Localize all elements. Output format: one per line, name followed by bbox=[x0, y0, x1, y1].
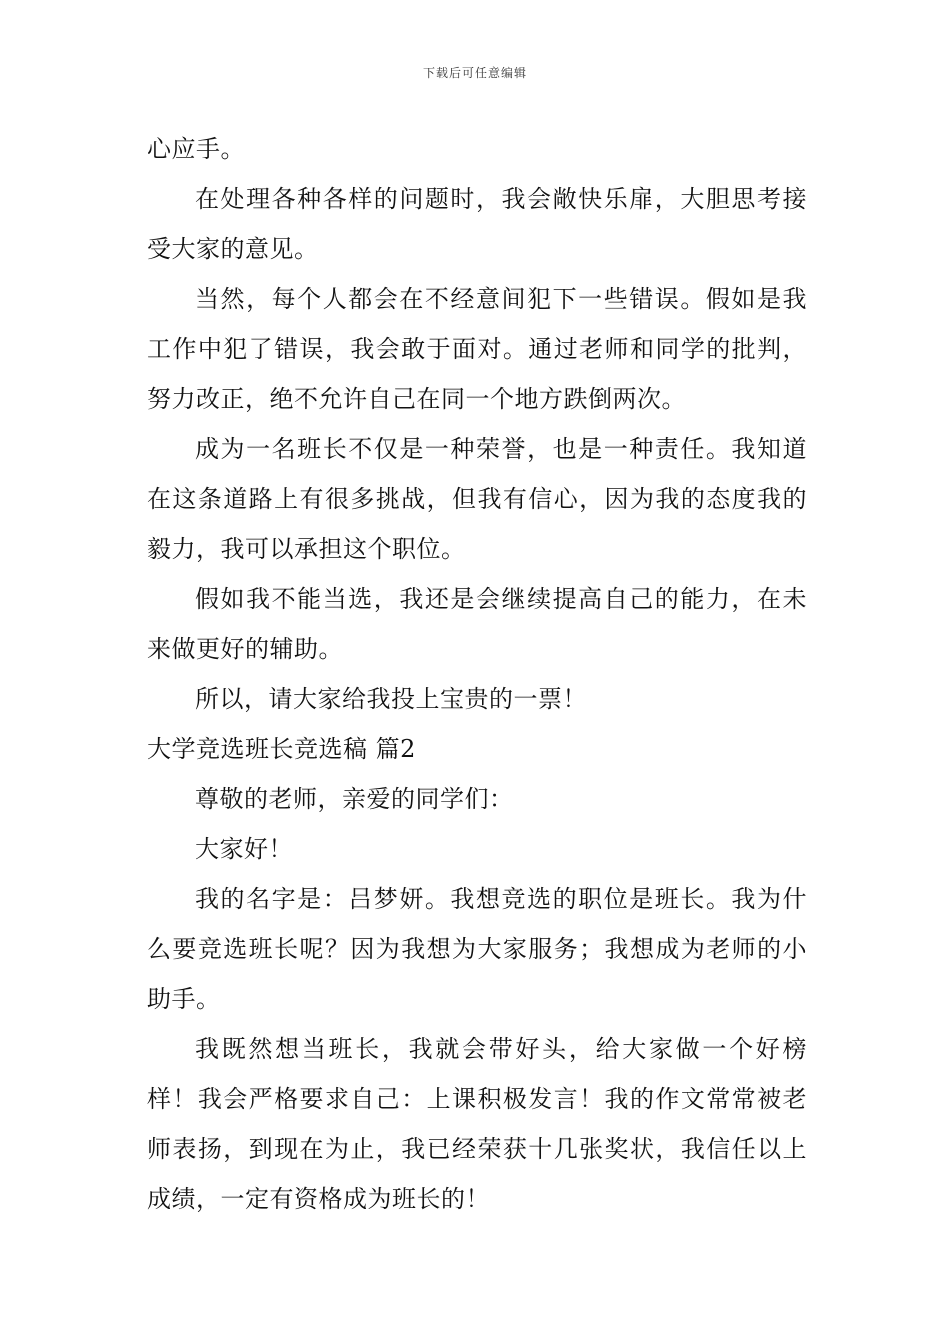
paragraph: 我的名字是：吕梦妍。我想竞选的职位是班长。我为什么要竞选班长呢？因为我想为大家服务；我想成为老师的小助手。 bbox=[147, 885, 807, 1013]
paragraph: 当然，每个人都会在不经意间犯下一些错误。假如是我工作中犯了错误，我会敢于面对。通过老师和同学的批判，努力改正，绝不允许自己在同一个地方跌倒两次。 bbox=[147, 285, 807, 413]
page-header: 下载后可任意编辑 bbox=[422, 66, 527, 80]
paragraph-continuation: 心应手。 bbox=[147, 135, 245, 163]
section-heading: 大学竞选班长竞选稿 篇2 bbox=[147, 735, 416, 763]
paragraph: 在处理各种各样的问题时，我会敞快乐扉，大胆思考接受大家的意见。 bbox=[147, 185, 807, 263]
paragraph: 所以，请大家给我投上宝贵的一票！ bbox=[195, 685, 587, 713]
paragraph: 成为一名班长不仅是一种荣誉，也是一种责任。我知道在这条道路上有很多挑战，但我有信心，因为我的态度我的毅力，我可以承担这个职位。 bbox=[147, 435, 807, 563]
paragraph: 假如我不能当选，我还是会继续提高自己的能力，在未来做更好的辅助。 bbox=[147, 585, 807, 663]
salutation: 尊敬的老师，亲爱的同学们： bbox=[195, 785, 514, 813]
document-body bbox=[147, 124, 807, 1224]
greeting: 大家好！ bbox=[195, 835, 293, 863]
paragraph: 我既然想当班长，我就会带好头，给大家做一个好榜样！我会严格要求自己：上课积极发言！我的作文常常被老师表扬，到现在为止，我已经荣获十几张奖状，我信任以上成绩，一定有资格成为班长的！ bbox=[147, 1035, 807, 1213]
